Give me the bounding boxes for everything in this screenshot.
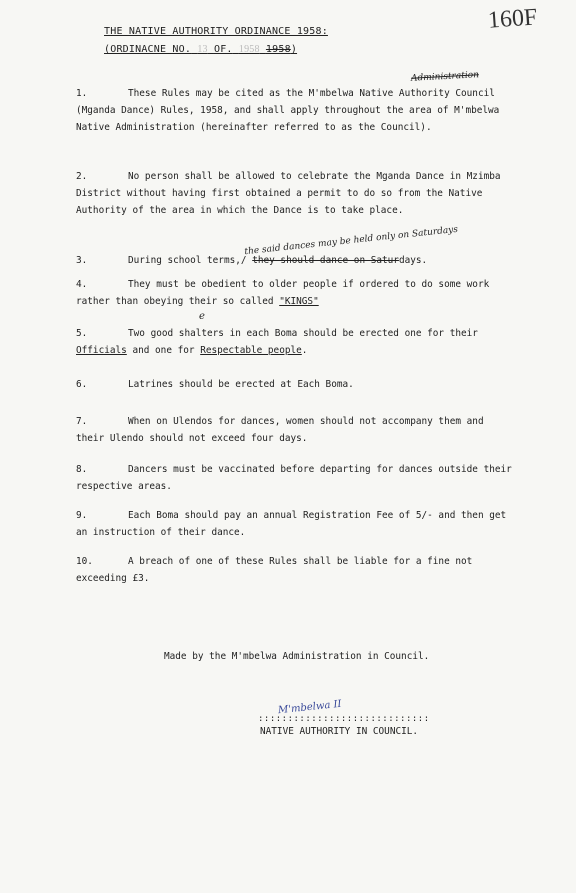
rule-number: 4. [76,279,88,290]
rule-number: 5. [76,328,88,339]
rule-text: No person shall be allowed to celebrate the Mganda Dance in Mzimba District without having first obtained a permit to do so from the Native Authority of the area in which the Dance is to take place. [76,171,501,216]
year-struck: 1958 [265,44,291,55]
rule-3 [76,252,516,269]
rule-1 [76,85,516,136]
handwritten-correction: e [199,311,205,322]
rule-text: Each Boma should pay an annual Registration Fee of 5/- and then get an instruction of their dance. [76,510,507,538]
rule-number: 8. [76,464,88,475]
rule-5 [76,325,516,359]
rule-8 [76,461,516,495]
rule-2 [76,168,516,219]
rule-7 [76,413,516,447]
rule-text: Dancers must be vaccinated before departing for dances outside their respective areas. [76,464,512,492]
struck-annotation: Administration [410,70,480,84]
of-label: OF. [213,44,233,55]
rule-text: When on Ulendos for dances, women should not accompany them and their Ulendo should not exceed four days. [76,416,484,444]
ordinance-close: ) [290,44,298,55]
underlined-respectable: Respectable people [200,345,302,356]
rule-number: 9. [76,510,88,521]
rule-10 [76,553,516,587]
ordinance-line [104,44,297,55]
rule-text-end: days. [398,255,428,266]
rule-number: 1. [76,88,88,99]
rule-number: 3. [76,255,88,266]
rule-text: During school terms, [128,255,241,266]
made-by-line: Made by the M'mbelwa Administration in Council. [164,651,430,662]
document-title: THE NATIVE AUTHORITY ORDINANCE 1958: [104,26,328,37]
insertion-mark: / [240,255,247,266]
rule-text-end: . [301,345,308,356]
signature: M'mbelwa II [277,698,342,717]
rule-number: 6. [76,379,88,390]
rule-9 [76,507,516,541]
signature-dots: ::::::::::::::::::::::::::::: [258,714,430,724]
handwritten-insertion: the said dances may be held only on Saturdays [244,224,459,258]
rule-number: 10. [76,556,93,567]
rule-text: Latrines should be erected at Each Boma. [128,379,354,390]
rule-text: They must be obedient to older people if ordered to do some work rather than obeying their so called [76,279,490,307]
ordinance-prefix: (ORDINACNE NO. [104,44,192,55]
struck-text: they should dance on Satur [252,255,399,266]
reference-number: 160F [487,4,539,34]
rule-6 [76,376,516,393]
rule-text: Two good shalters in each Boma should be erected one for their [128,328,478,339]
authority-line: NATIVE AUTHORITY IN COUNCIL. [260,726,419,737]
rule-text: A breach of one of these Rules shall be liable for a fine not exceeding £3. [76,556,473,584]
rule-number: 2. [76,171,88,182]
ordinance-number: 13 [197,44,208,55]
rule-text: These Rules may be cited as the M'mbelwa Native Authority Council (Mganda Dance) Rules, 1958, and shall apply throughout the area of M'mbelwa Native Administration (hereinafter referred to as the Council). [76,88,500,133]
underlined-officials: Officials [76,345,127,356]
rule-text-mid: and one for [126,345,201,356]
rule-4 [76,276,516,310]
rule-number: 7. [76,416,88,427]
year-handwritten: 1958 [238,44,260,55]
underlined-text: "KINGS" [279,296,319,307]
